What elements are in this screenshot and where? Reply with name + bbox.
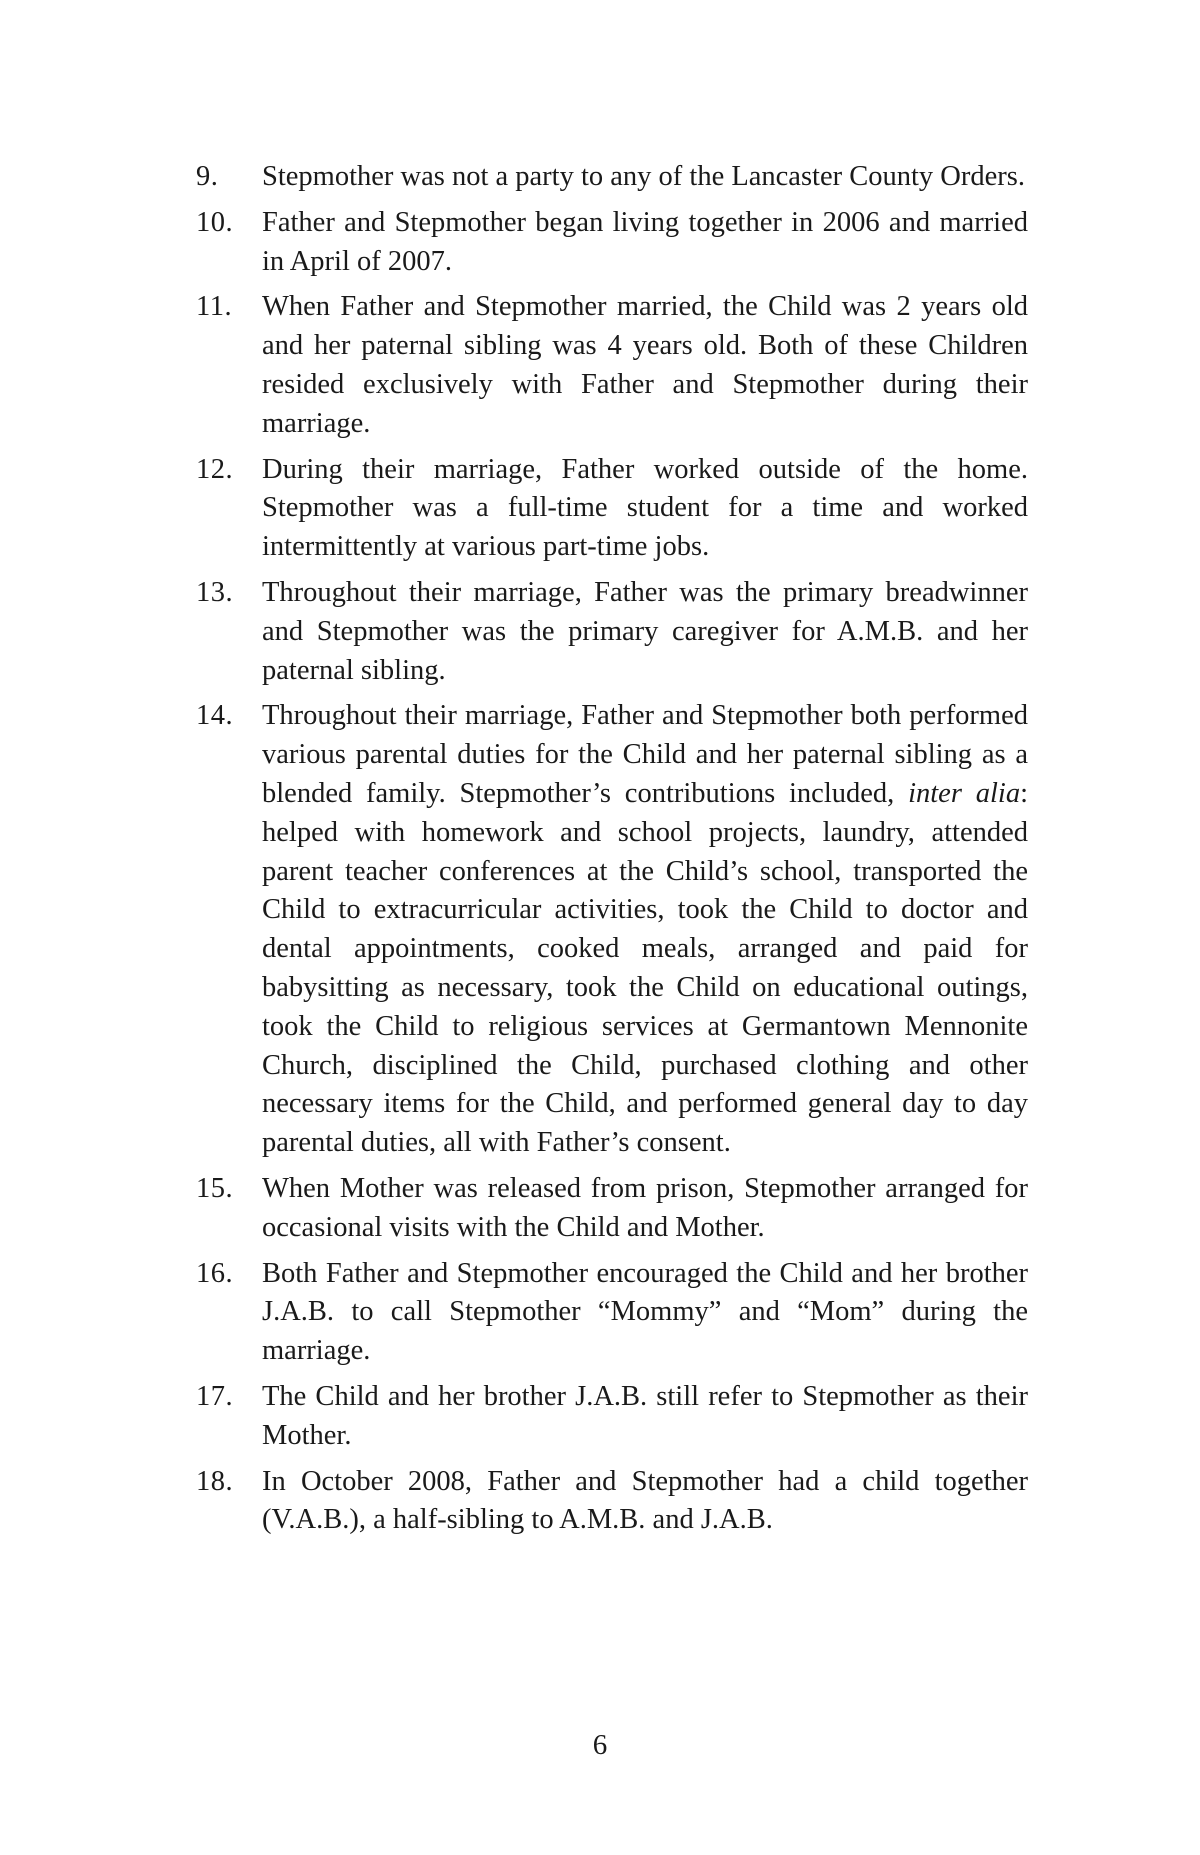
paragraph-text: Father and Stepmother began living together in 2006 and married in April of 2007.: [262, 206, 1028, 277]
paragraph-number: 13.: [196, 576, 234, 608]
paragraph-text: The Child and her brother J.A.B. still refer to Stepmother as their Mother.: [262, 1380, 1028, 1451]
paragraph-number: 15.: [196, 1172, 234, 1204]
paragraph-12: [196, 451, 1028, 567]
paragraph-15: [196, 1170, 1028, 1248]
paragraph-14: [196, 697, 1028, 1163]
paragraph-17: [196, 1378, 1028, 1456]
paragraph-11: [196, 288, 1028, 443]
paragraph-text: During their marriage, Father worked outside of the home. Stepmother was a full-time student for a time and worked intermittently at various part-time jobs.: [262, 453, 1028, 563]
paragraph-text-after: : helped with homework and school projects, laundry, attended parent teacher conferences at the Child’s school, transported the Child to extracurricular activities, took the Child to doctor and dental appointments, cooked meals, arranged and paid for babysitting as necessary, took the Child on educational outings, took the Child to religious services at Germantown Mennonite Church, disciplined the Child, purchased clothing and other necessary items for the Child, and performed general day to day parental duties, all with Father’s consent.: [262, 777, 1028, 1159]
paragraph-13: [196, 574, 1028, 690]
paragraph-number: 16.: [196, 1257, 234, 1289]
paragraph-10: [196, 204, 1028, 282]
page-number: 6: [592, 1729, 608, 1761]
numbered-findings-list: [196, 158, 1028, 1547]
paragraph-number: 11.: [196, 291, 233, 323]
paragraph-number: 17.: [196, 1380, 234, 1412]
paragraph-text: Throughout their marriage, Father was the primary breadwinner and Stepmother was the primary caregiver for A.M.B. and her paternal sibling.: [262, 576, 1028, 686]
paragraph-text-before: Throughout their marriage, Father and Stepmother both performed various parental duties for the Child and her paternal sibling as a blended family. Stepmother’s contributions included,: [262, 700, 1028, 809]
paragraph-number: 12.: [196, 453, 234, 485]
paragraph-18: [196, 1463, 1028, 1541]
paragraph-text: When Father and Stepmother married, the Child was 2 years old and her paternal sibling was 4 years old. Both of these Children resided exclusively with Father and Stepmother during their marriage.: [262, 291, 1028, 439]
paragraph-number: 10.: [196, 206, 234, 238]
paragraph-number: 18.: [196, 1465, 234, 1497]
paragraph-text: [262, 697, 1028, 1163]
italic-phrase: inter alia: [908, 777, 1021, 809]
paragraph-text: Both Father and Stepmother encouraged the Child and her brother J.A.B. to call Stepmother “Mommy” and “Mom” during the marriage.: [262, 1257, 1028, 1367]
paragraph-16: [196, 1255, 1028, 1371]
paragraph-text: Stepmother was not a party to any of the Lancaster County Orders.: [262, 161, 1025, 192]
paragraph-text: In October 2008, Father and Stepmother had a child together (V.A.B.), a half-sibling to A.M.B. and J.A.B.: [262, 1465, 1028, 1536]
paragraph-9: [196, 158, 1028, 197]
paragraph-number: 9.: [196, 161, 219, 192]
paragraph-number: 14.: [196, 700, 234, 732]
paragraph-text: When Mother was released from prison, Stepmother arranged for occasional visits with the Child and Mother.: [262, 1172, 1028, 1243]
